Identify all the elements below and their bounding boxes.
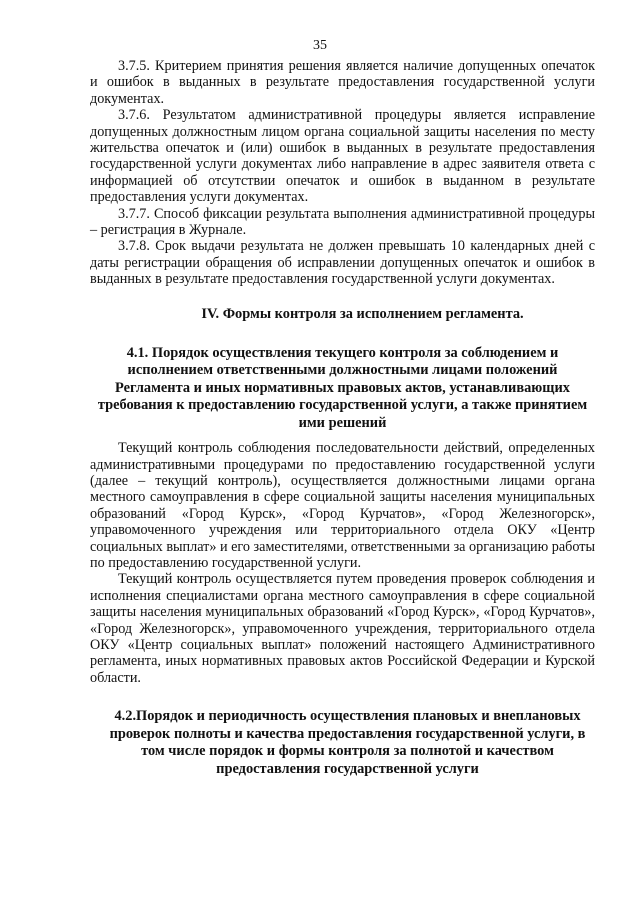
paragraph-3-7-5: 3.7.5. Критерием принятия решения является наличие допущенных опечаток и ошибок в выданных в результате предоставления государственной услуги документах. [90,58,595,107]
section-heading-iv: IV. Формы контроля за исполнением регламента. [201,305,524,322]
paragraph-3-7-8: 3.7.8. Срок выдачи результата не должен превышать 10 календарных дней с даты регистрации обращения об исправлении допущенных опечаток и ошибок в выданных в результате предоставления государственной услуги документах. [90,238,595,288]
paragraph-3-7-6: 3.7.6. Результатом административной процедуры является исправление допущенных должностным лицом органа социальной защиты населения по месту жительства опечаток и (или) ошибок в выданных в результате предоставления государственной услуги документах либо направление в адрес заявителя ответа с информацией об отсутствии опечаток и ошибок в выданном в результате предоставления услуги документах. [90,107,595,206]
page-number: 35 [313,38,327,53]
paragraph-4-1-inspections: Текущий контроль осуществляется путем проведения проверок соблюдения и исполнения специалистами органа местного самоуправления в сфере социальной защиты населения муниципальных образований «Город Курск», «Город Курчатов», «Город Железногорск», управомоченного учреждения, территориального отдела ОКУ «Центр социальных выплат» положений настоящего Административного регламента, иных нормативных правовых актов Российской Федерации и Курской области. [90,571,595,686]
subsection-heading-4-1: 4.1. Порядок осуществления текущего контроля за соблюдением и исполнением ответственными должностными лицами положений Регламента и иных нормативных правовых актов, устанавливающих требования к предоставлению государственной услуги, а также принятием ими решений [97,344,588,431]
document-body [90,58,595,778]
subsection-heading-4-2: 4.2.Порядок и периодичность осуществления плановых и внеплановых проверок полноты и качества предоставления государственной услуги, в том числе порядок и формы контроля за полнотой и качеством предоставления государственной услуги [109,708,586,777]
paragraph-3-7-7: 3.7.7. Способ фиксации результата выполнения административной процедуры – регистрация в Журнале. [90,205,595,239]
paragraph-4-1-current-control: Текущий контроль соблюдения последовательности действий, определенных административными процедурами по предоставлению государственной услуги (далее – текущий контроль), осуществляется должностными лицами органа местного самоуправления в сфере социальной защиты населения муниципальных образований «Город Курск», «Город Курчатов», «Город Железногорск», управомоченного учреждения или территориального отдела ОКУ «Центр социальных выплат» и его заместителями, ответственными за организацию работы по предоставлению государственной услуги. [90,440,595,572]
